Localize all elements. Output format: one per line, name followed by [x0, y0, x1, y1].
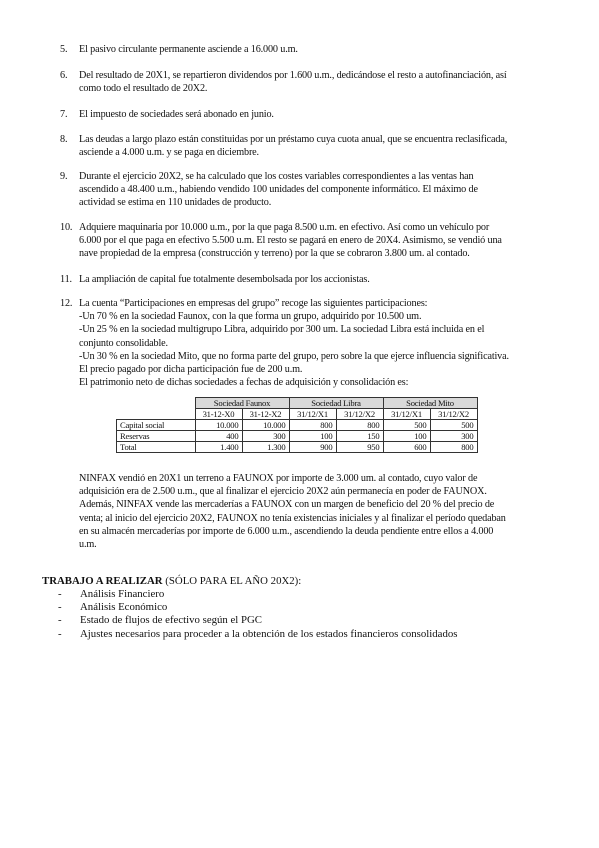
table-row — [117, 431, 478, 442]
item-number: 11. — [60, 274, 72, 285]
task-dash: - — [58, 601, 62, 614]
item-line: El impuesto de sociedades será abonado en junio. — [79, 109, 274, 120]
item-line: La cuenta “Participaciones en empresas del grupo” recoge las siguientes participaciones: — [79, 298, 428, 309]
item-number: 6. — [60, 70, 68, 81]
table-cell: 300 — [242, 431, 289, 442]
table-date-header: 31/12/X1 — [289, 409, 336, 420]
table-cell: 500 — [383, 420, 430, 431]
ninfax-paragraph — [79, 472, 559, 551]
table-cell: 300 — [430, 431, 477, 442]
table-cell: 100 — [289, 431, 336, 442]
item-line: La ampliación de capital fue totalmente desembolsada por los accionistas. — [79, 274, 370, 285]
table-cell: 500 — [430, 420, 477, 431]
item-line: El precio pagado por dicha participación fue de 200 u.m. — [79, 364, 303, 376]
table-cell: 1.400 — [195, 442, 242, 453]
table-cell: 10.000 — [242, 420, 289, 431]
paragraph-line: Además, NINFAX vende las mercaderías a FAUNOX con un margen de beneficio del 20 % del precio de — [79, 499, 495, 511]
task-label: Análisis Financiero — [80, 588, 165, 600]
table-cell: 10.000 — [195, 420, 242, 431]
item-line: ascendido a 48.400 u.m., habiendo vendido 100 unidades del componente informático. El máximo de — [79, 184, 478, 196]
table-row — [117, 420, 478, 431]
task-item — [58, 614, 457, 627]
table-cell: 1.300 — [242, 442, 289, 453]
list-item — [62, 273, 562, 286]
item-line: conjunto consolidable. — [79, 337, 168, 349]
work-heading — [42, 575, 301, 588]
work-title: TRABAJO A REALIZAR — [42, 575, 163, 587]
table-company-header: Sociedad Libra — [289, 398, 383, 409]
item-number: 8. — [60, 134, 68, 145]
list-item — [62, 297, 562, 389]
list-item — [62, 133, 562, 159]
item-line: -Un 25 % en la sociedad multigrupo Libra, adquirido por 300 um. La sociedad Libra está incluida en el — [79, 324, 485, 336]
table-date-header: 31/12/X2 — [336, 409, 383, 420]
paragraph-line: NINFAX vendió en 20X1 un terreno a FAUNOX por importe de 3.000 um. al contado, cuyo valor de — [79, 473, 478, 484]
item-number: 12. — [60, 298, 73, 309]
task-dash: - — [58, 614, 62, 627]
list-item — [62, 170, 562, 210]
item-number: 7. — [60, 109, 68, 120]
table-cell: 150 — [336, 431, 383, 442]
table-date-header: 31/12/X1 — [383, 409, 430, 420]
paragraph-line: adquisición era de 2.500 u.m., que al finalizar el ejercicio 20X2 aún permanecía en poder de FAUNOX. — [79, 486, 487, 498]
work-note: (SÓLO PARA EL AÑO 20X2): — [162, 575, 302, 587]
list-item — [62, 108, 562, 121]
table-date-header: 31/12/X2 — [430, 409, 477, 420]
table-cell: 950 — [336, 442, 383, 453]
item-line: como todo el resultado de 20X2. — [79, 83, 208, 95]
paragraph-line: venta; al inicio del ejercicio 20X2, FAUNOX no tenía existencias iniciales y al finalizar el período quedaban — [79, 512, 506, 524]
table-cell: 800 — [289, 420, 336, 431]
task-item — [58, 628, 457, 641]
list-item — [62, 221, 562, 261]
table-header-row — [117, 398, 478, 409]
item-line: 6.000 por el que paga en efectivo 5.500 u.m. El resto se pagará en enero de 20X4. Asimismo, se vendió una — [79, 235, 502, 247]
table-cell: 800 — [336, 420, 383, 431]
item-line: nave propiedad de la empresa (construcción y terreno) por la que se cobraron 3.800 um. al contado. — [79, 248, 470, 260]
item-line: Del resultado de 20X1, se repartieron dividendos por 1.600 u.m., dedicándose el resto a autofinanciación, así — [79, 70, 507, 81]
table-date-row — [117, 409, 478, 420]
task-item — [58, 601, 457, 614]
task-label: Estado de flujos de efectivo según el PGC — [80, 614, 263, 627]
item-line: -Un 30 % en la sociedad Mito, que no forma parte del grupo, pero sobre la que ejerce influencia significativa. — [79, 350, 509, 362]
table-cell: 800 — [430, 442, 477, 453]
table-cell: 600 — [383, 442, 430, 453]
table-cell: 400 — [195, 431, 242, 442]
table-corner-cell — [117, 409, 196, 420]
item-line: actividad se estima en 110 unidades de producto. — [79, 197, 272, 209]
item-number: 5. — [60, 44, 68, 55]
equity-table — [116, 397, 478, 453]
table-company-header: Sociedad Mito — [383, 398, 477, 409]
item-line: El patrimonio neto de dichas sociedades a fechas de adquisición y consolidación es: — [79, 377, 409, 389]
table-date-header: 31-12-X0 — [195, 409, 242, 420]
list-item — [62, 69, 562, 95]
table-row-label: Total — [117, 442, 196, 453]
item-line: Adquiere maquinaria por 10.000 u.m., por la que paga 8.500 u.m. en efectivo. Así como un vehículo por — [79, 222, 490, 233]
task-dash: - — [58, 627, 62, 640]
table-cell: 100 — [383, 431, 430, 442]
table-row — [117, 442, 478, 453]
item-line: El pasivo circulante permanente asciende a 16.000 u.m. — [79, 44, 298, 55]
item-line: asciende a 4.000 u.m. y se paga en diciembre. — [79, 147, 259, 159]
paragraph-line: en su almacén mercaderías por importe de 6.000 u.m., ascendiendo la deuda pendiente entre ellos a 4.000 — [79, 525, 494, 537]
table-corner-cell — [117, 398, 196, 409]
item-line: Las deudas a largo plazo están constituidas por un préstamo cuya cuota anual, que se encuentra reclasificada, — [79, 134, 508, 145]
task-label: Ajustes necesarios para proceder a la obtención de los estados financieros consolidados — [80, 627, 458, 640]
table-row-label: Reservas — [117, 431, 196, 442]
item-number: 9. — [60, 171, 68, 182]
item-line: -Un 70 % en la sociedad Faunox, con la que forma un grupo, adquirido por 10.500 um. — [79, 311, 422, 323]
table-cell: 900 — [289, 442, 336, 453]
table-row-label: Capital social — [117, 420, 196, 431]
paragraph-line: u.m. — [79, 539, 97, 551]
task-dash: - — [58, 588, 62, 600]
task-label: Análisis Económico — [80, 601, 168, 614]
table-company-header: Sociedad Faunox — [195, 398, 289, 409]
item-line: Durante el ejercicio 20X2, se ha calculado que los costes variables correspondientes a las ventas han — [79, 171, 474, 182]
table-date-header: 31-12-X2 — [242, 409, 289, 420]
item-number: 10. — [60, 222, 73, 233]
task-list — [58, 588, 457, 641]
list-item — [62, 43, 562, 56]
task-item — [58, 588, 457, 601]
